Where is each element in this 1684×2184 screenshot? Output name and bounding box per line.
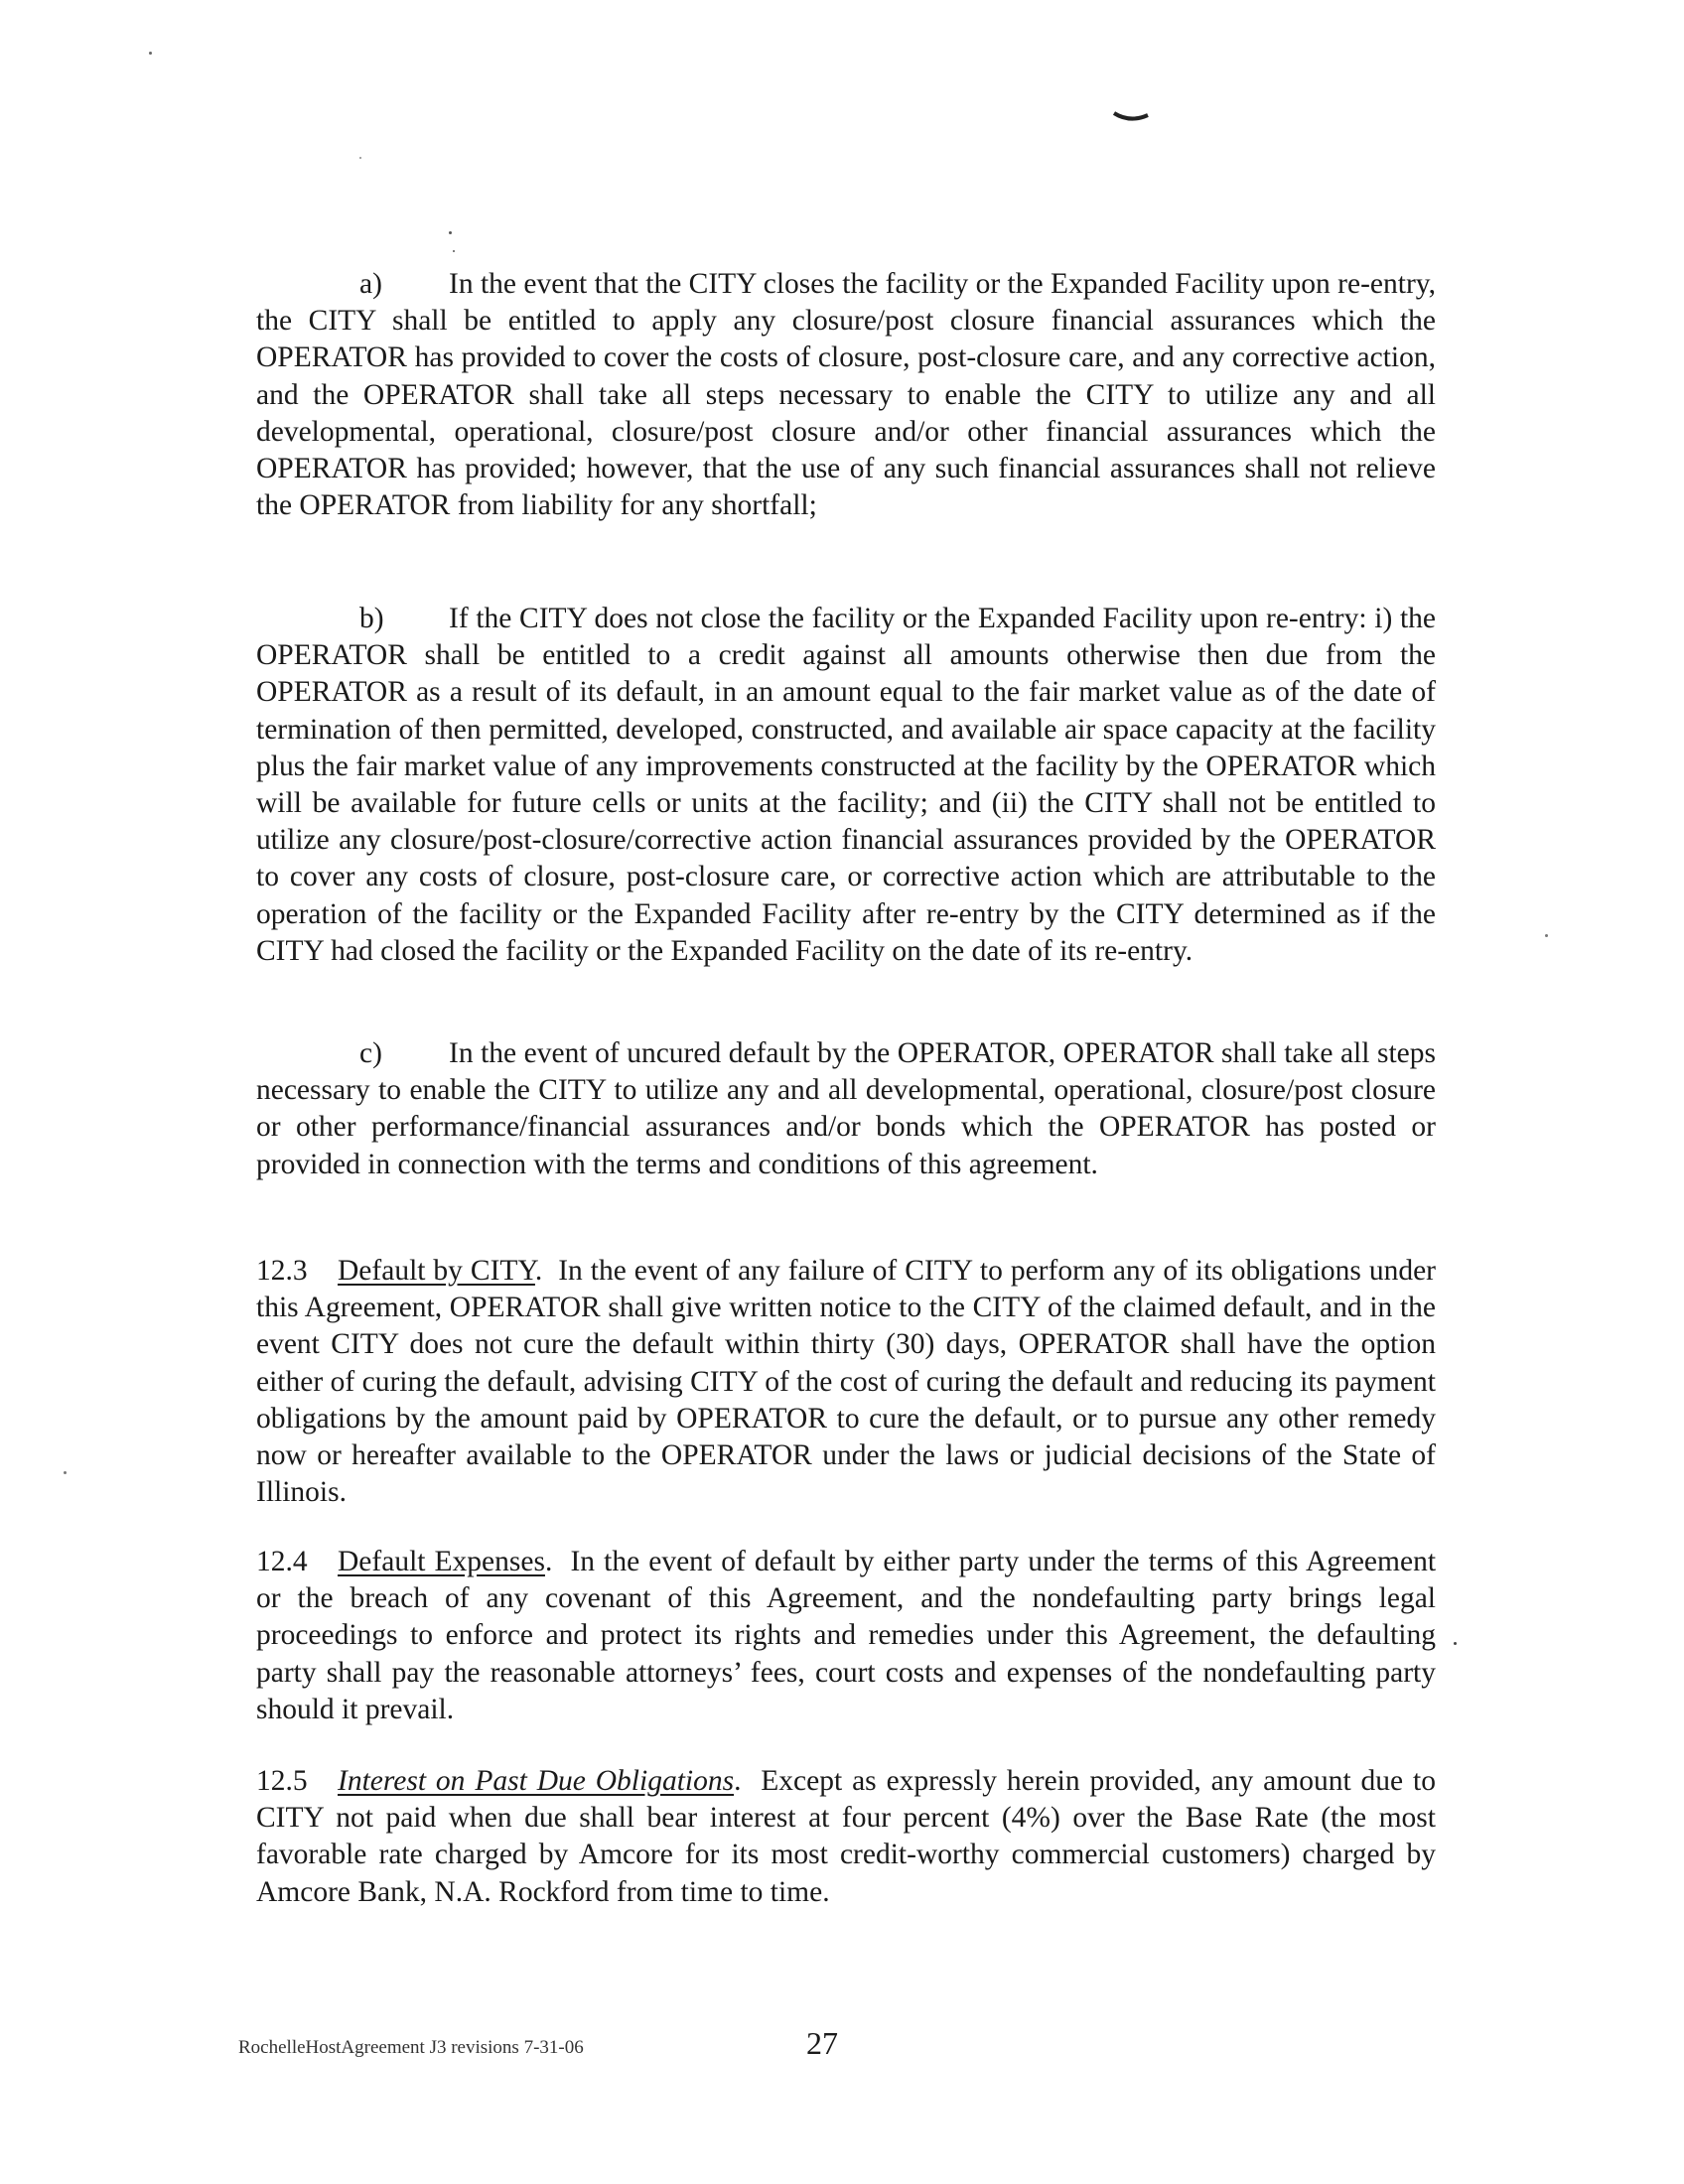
- paragraph-label: c): [359, 1037, 382, 1069]
- section-12-4: 12.4 Default Expenses. In the event of default by either party under the terms of this Agreement or the breach of any covenant of this Agreement, and the nondefaulting party brings legal proceedings to enforce and protect its rights and remedies under this Agreement, the defaulting party shall pay the reasonable attorneys’ fees, court costs and expenses of the nondefaulting party should it prevail.: [256, 1546, 1437, 1725]
- section-title: Interest on Past Due Obligations: [338, 1765, 735, 1797]
- scan-speck: [449, 231, 452, 234]
- section-text: Except as expressly herein provided, any amount due to CITY not paid when due shall bear interest at four percent (4%) over the Base Rate (the most favorable rate charged by Amcore for its most credit-worthy commercial customers) charged by Amcore Bank, N.A. Rockford from time to time.: [256, 1765, 1437, 1908]
- paragraph-c: [256, 1035, 1436, 1183]
- section-title: Default by CITY: [338, 1255, 535, 1287]
- section-12-3: 12.3 Default by CITY. In the event of any failure of CITY to perform any of its obligations under this Agreement, OPERATOR shall give written notice to the CITY of the claimed default, and in the event CITY does not cure the default within thirty (30) days, OPERATOR shall have the option either of curing the default, advising CITY of the cost of curing the default and reducing its payment obligations by the amount paid by OPERATOR to cure the default, or to pursue any other remedy now or hereafter available to the OPERATOR under the laws or judicial decisions of the State of Illinois.: [256, 1255, 1436, 1509]
- scan-speck: [359, 157, 361, 159]
- scan-speck: [1545, 934, 1548, 937]
- paragraph-text: If the CITY does not close the facility or the Expanded Facility upon re-entry: i) the OPERATOR shall be entitled to a credit against all amounts otherwise then due from the OPERATOR as a result of its default, in an amount equal to the fair market value as of the date of termination of then permitted, developed, constructed, and available air space capacity at the facility plus the fair market value of any improvements constructed at the facility by the OPERATOR which will be available for future cells or units at the facility; and (ii) the CITY shall not be entitled to utilize any closure/post-closure/corrective action financial assurances provided by the OPERATOR to cover any costs of closure, post-closure care, or corrective action which are attributable to the operation of the facility or the Expanded Facility after re-entry by the CITY determined as if the CITY had closed the facility or the Expanded Facility on the date of its re-entry.: [256, 603, 1436, 967]
- section-number: 12.5: [256, 1765, 308, 1797]
- scan-mark-top: [1112, 109, 1152, 125]
- section-text: In the event of default by either party under the terms of this Agreement or the breach of any covenant of this Agreement, and the nondefaulting party brings legal proceedings to enforce and protect its rights and remedies under this Agreement, the defaulting party shall pay the reasonable attorneys’ fees, court costs and expenses of the nondefaulting party should it prevail.: [256, 1546, 1437, 1725]
- paragraph-text: In the event of uncured default by the OPERATOR, OPERATOR shall take all steps necessary to enable the CITY to utilize any and all developmental, operational, closure/post closure or other performance/financial assurances and/or bonds which the OPERATOR has posted or provided in connection with the terms and conditions of this agreement.: [256, 1037, 1436, 1180]
- scan-speck: [64, 1471, 67, 1474]
- scan-speck: [1454, 1642, 1457, 1645]
- section-title: Default Expenses: [338, 1546, 545, 1577]
- footer-doc-id: RochelleHostAgreement J3 revisions 7-31-06: [238, 2037, 584, 2058]
- section-number: 12.4: [256, 1546, 308, 1577]
- paragraph-b: [256, 601, 1436, 970]
- paragraph-label: b): [359, 603, 384, 634]
- section-number: 12.3: [256, 1255, 308, 1287]
- paragraph-text: In the event that the CITY closes the facility or the Expanded Facility upon re-entry, the CITY shall be entitled to apply any closure/post closure financial assurances which the OPERATOR has provided to cover the costs of closure, post-closure care, and any corrective action, and the OPERATOR shall take all steps necessary to enable the CITY to utilize any and all developmental, operational, closure/post closure and/or other financial assurances which the OPERATOR has provided; however, that the use of any such financial assurances shall not relieve the OPERATOR from liability for any shortfall;: [256, 268, 1436, 522]
- section-text: In the event of any failure of CITY to perform any of its obligations under this Agreement, OPERATOR shall give written notice to the CITY of the claimed default, and in the event CITY does not cure the default within thirty (30) days, OPERATOR shall have the option either of curing the default, advising CITY of the cost of curing the default and reducing its payment obligations by the amount paid by OPERATOR to cure the default, or to pursue any other remedy now or hereafter available to the OPERATOR under the laws or judicial decisions of the State of Illinois.: [256, 1255, 1436, 1509]
- paragraph-label: a): [359, 268, 382, 300]
- scan-speck: [149, 52, 152, 55]
- scan-speck: [453, 250, 455, 252]
- section-12-5: 12.5 Interest on Past Due Obligations. Except as expressly herein provided, any amount due to CITY not paid when due shall bear interest at four percent (4%) over the Base Rate (the most favorable rate charged by Amcore for its most credit-worthy commercial customers) charged by Amcore Bank, N.A. Rockford from time to time.: [256, 1765, 1437, 1908]
- paragraph-a: [256, 266, 1436, 524]
- page-number: 27: [806, 2025, 838, 2061]
